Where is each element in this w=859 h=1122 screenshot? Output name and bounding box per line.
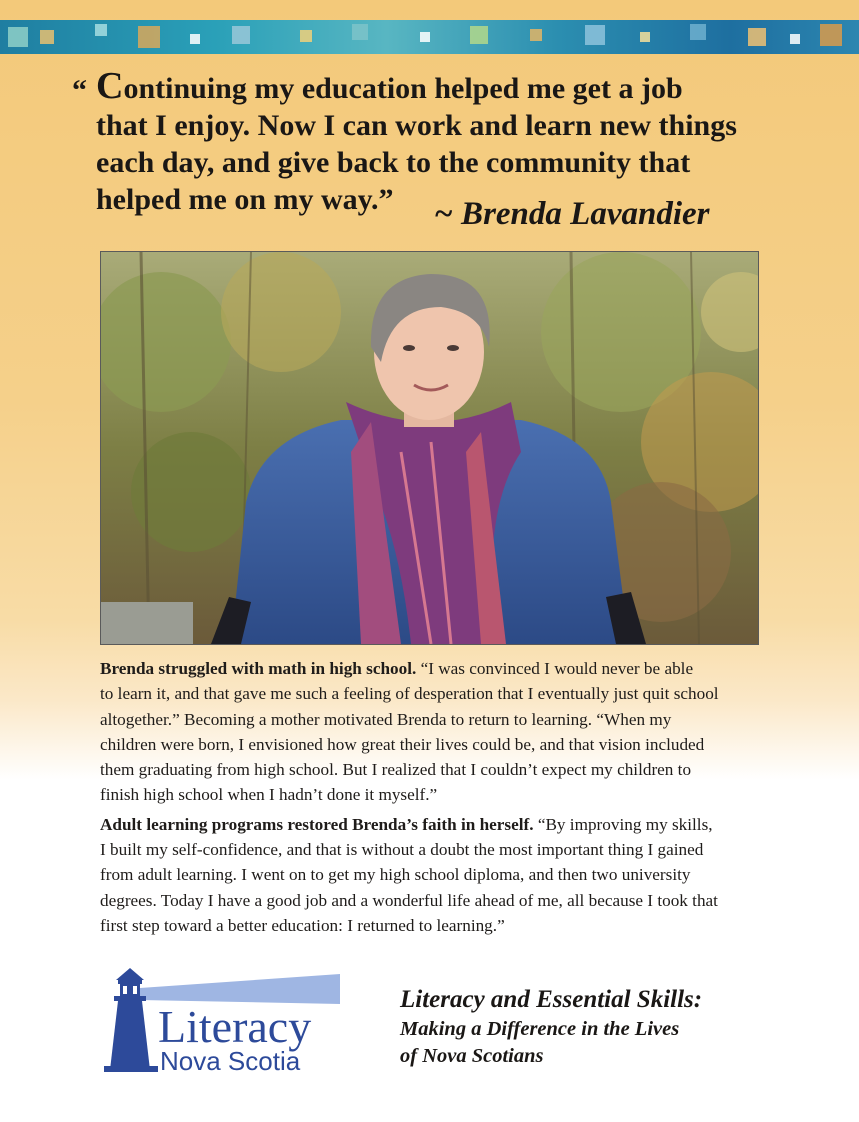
- text-line: first step toward a better education: I returned to learning.”: [100, 915, 505, 935]
- text-line: them graduating from high school. But I realized that I couldn’t expect my children to: [100, 760, 692, 780]
- tagline-subtitle-line: of Nova Scotians: [400, 1045, 544, 1067]
- logo-wordmark-nova-scotia: Nova Scotia: [160, 1046, 301, 1074]
- portrait-photo: [100, 251, 759, 645]
- text-line: [100, 656, 765, 681]
- text-line: altogether.” Becoming a mother motivated Brenda to return to learning. “When my: [100, 709, 672, 729]
- tagline-title: Literacy and Essential Skills:: [400, 986, 703, 1013]
- open-quote-mark: “: [72, 74, 87, 107]
- quote-attribution: ~ Brenda Lavandier: [434, 196, 710, 232]
- decorative-header-band: [0, 20, 859, 54]
- footer-tagline: [400, 984, 820, 1070]
- text-line: children were born, I envisioned how great their lives could be, and that vision included: [100, 734, 705, 754]
- literacy-nova-scotia-logo: [100, 966, 345, 1074]
- text-line: degrees. Today I have a good job and a wonderful life ahead of me, all because I took that: [100, 890, 718, 910]
- portrait-photo-illustration: [101, 252, 758, 644]
- lighthouse-icon: [100, 966, 345, 1074]
- paragraph-lead: Adult learning programs restored Brenda’s faith in herself.: [100, 814, 534, 834]
- quote-line: [96, 65, 796, 107]
- text-line-body: “I was convinced I would never be able: [416, 659, 694, 678]
- story-paragraph-1: [100, 656, 765, 808]
- quote-line: that I enjoy. Now I can work and learn new things: [96, 109, 737, 142]
- text-line: finish high school when I hadn’t done it myself.”: [100, 785, 438, 805]
- text-line: to learn it, and that gave me such a feeling of desperation that I eventually just quit school: [100, 684, 719, 704]
- quote-line: helped me on my way.”: [96, 183, 394, 216]
- tagline-subtitle-line: Making a Difference in the Lives: [400, 1018, 680, 1040]
- text-line-body: “By improving my skills,: [533, 814, 713, 834]
- paragraph-lead: Brenda struggled with math in high school.: [100, 659, 417, 678]
- text-line: [100, 812, 765, 837]
- story-text: [100, 656, 765, 942]
- text-line: I built my self-confidence, and that is without a doubt the most important thing I gained: [100, 840, 704, 860]
- text-line: from adult learning. I went on to get my high school diploma, and then two university: [100, 865, 691, 885]
- quote-drop-letter: C: [96, 65, 124, 107]
- quote-line: each day, and give back to the community that: [96, 146, 691, 179]
- quote-line-text: ontinuing my education helped me get a job: [123, 72, 683, 105]
- logo-wordmark-literacy: Literacy: [158, 1001, 312, 1052]
- story-paragraph-2: [100, 812, 765, 938]
